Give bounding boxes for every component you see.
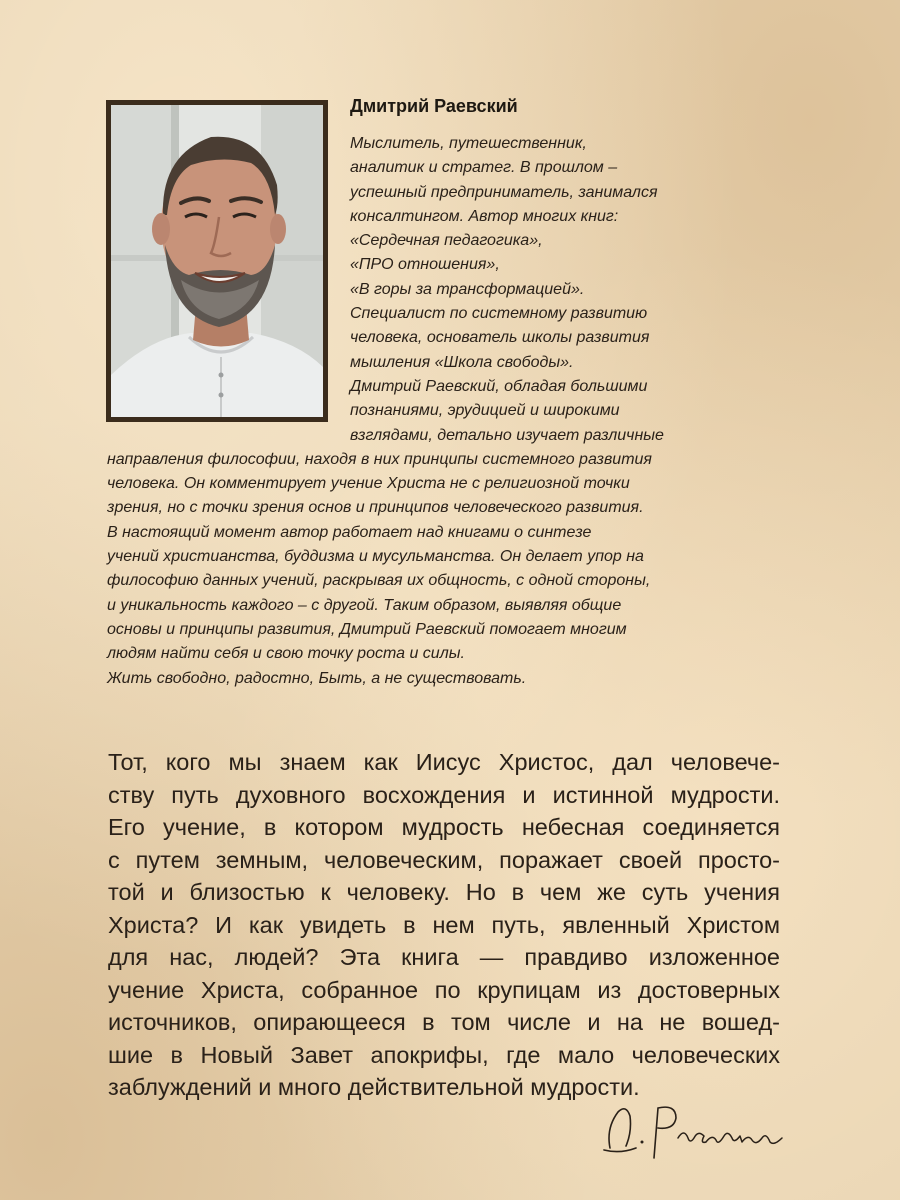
description-line: ству путь духовного восхождения и истинной мудрости. <box>108 781 780 808</box>
bio-line: «В горы за трансформацией». <box>350 280 585 298</box>
bio-line: направления философии, находя в них принципы системного развития <box>107 450 652 468</box>
bio-line: взглядами, детально изучает различные <box>350 426 664 444</box>
bio-line: человека. Он комментирует учение Христа не с религиозной точки <box>107 475 630 493</box>
bio-line: «ПРО отношения», <box>350 256 500 274</box>
bio-line: Жить свободно, радостно, Быть, а не существовать. <box>107 669 527 687</box>
bio-line: Мыслитель, путешественник, <box>350 135 587 152</box>
bio-line: познаниями, эрудицией и широкими <box>350 402 620 420</box>
bio-line: Дмитрий Раевский, обладая большими <box>350 377 648 395</box>
bio-line: В настоящий момент автор работает над книгами о синтезе <box>107 523 592 541</box>
description-line: с путем земным, человеческим, поражает своей просто- <box>108 846 780 873</box>
bio-line: философию данных учений, раскрывая их общность, с одной стороны, <box>107 572 651 590</box>
author-signature <box>596 1098 796 1170</box>
bio-line: зрения, но с точки зрения основ и принципов человеческого развития. <box>107 499 644 517</box>
bio-line: и уникальность каждого – с другой. Таким образом, выявляя общие <box>107 596 622 614</box>
description-line: для нас, людей? Эта книга — правдиво изложенное <box>108 944 780 970</box>
bio-line: человека, основатель школы развития <box>350 329 650 347</box>
description-line: той и близостью к человеку. Но в чем же суть учения <box>108 879 780 905</box>
bio-line: консалтингом. Автор многих книг: <box>350 207 619 225</box>
bio-line: Специалист по системному развитию <box>350 305 648 323</box>
bio-line: аналитик и стратег. В прошлом – <box>350 159 618 177</box>
bio-line: людям найти себя и свою точку роста и силы. <box>107 645 465 663</box>
description-line: учение Христа, собранное по крупицам из достоверных <box>108 976 780 1003</box>
bio-line: учений христианства, буддизма и мусульманства. Он делает упор на <box>107 548 644 566</box>
bio-line: мышления «Школа свободы». <box>350 353 574 371</box>
bio-line: успешный предприниматель, занимался <box>350 183 658 201</box>
author-bio <box>107 132 807 691</box>
author-name: Дмитрий Раевский <box>350 96 518 116</box>
book-description <box>108 746 780 1104</box>
description-line: источников, опирающееся в том числе и на не вошед- <box>108 1009 780 1035</box>
bio-line: «Сердечная педагогика», <box>350 232 543 250</box>
description-line: шие в Новый Завет апокрифы, где мало человеческих <box>108 1041 780 1068</box>
bio-line: основы и принципы развития, Дмитрий Раевский помогает многим <box>107 620 627 638</box>
description-line: заблуждений и много действительной мудрости. <box>108 1074 640 1100</box>
description-line: Христа? И как увидеть в нем путь, явленный Христом <box>108 911 780 938</box>
description-line: Его учение, в котором мудрость небесная соединяется <box>108 814 780 840</box>
description-line: Тот, кого мы знаем как Иисус Христос, дал человече- <box>108 749 780 775</box>
